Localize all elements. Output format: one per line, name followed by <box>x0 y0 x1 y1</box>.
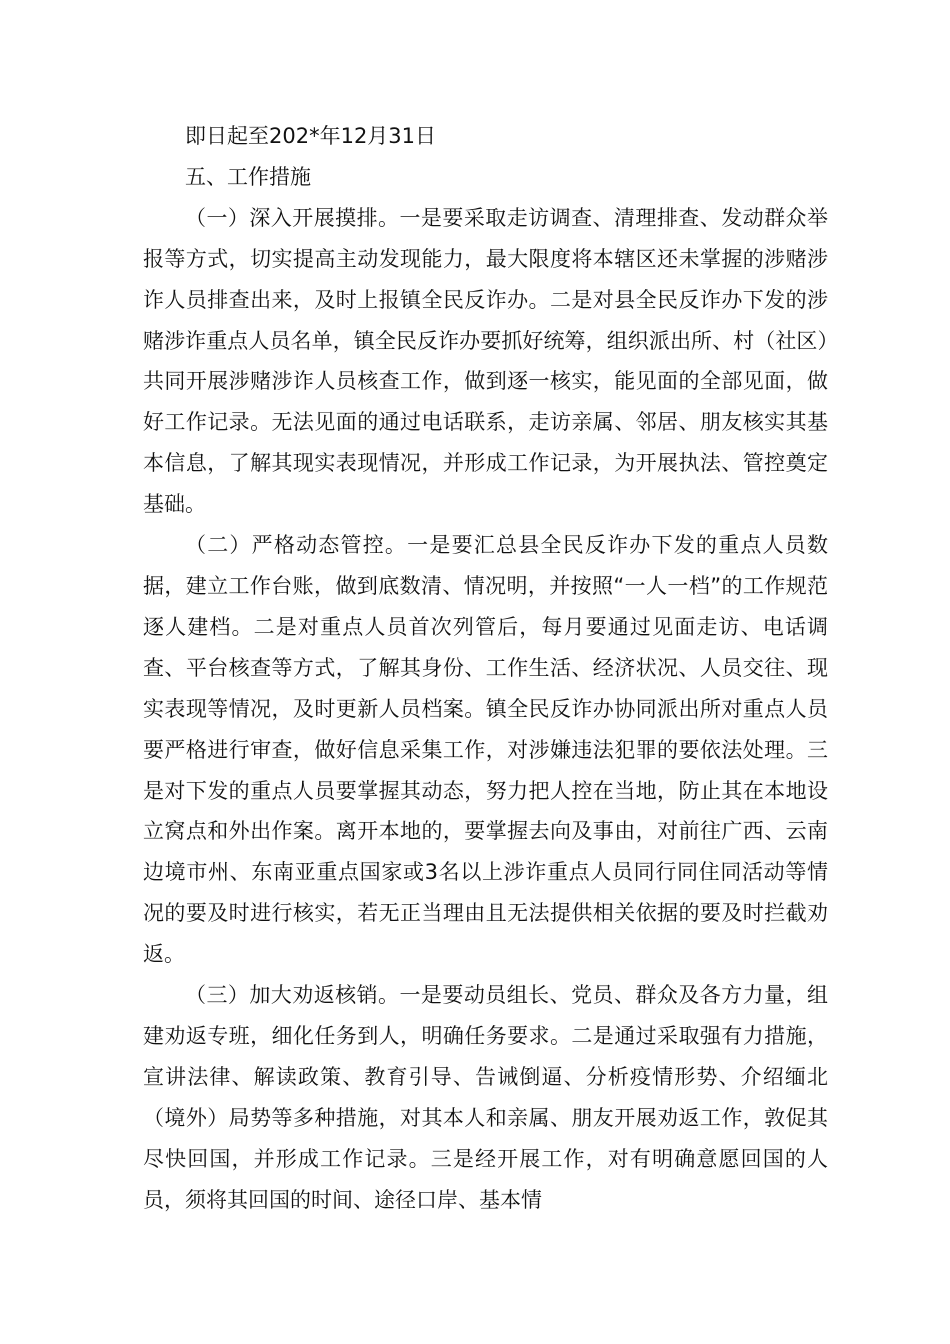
paragraph-date-range: 即日起至202*年12月31日 <box>185 124 437 148</box>
paragraph-persuasion-return: （三）加大劝返核销。一是要动员组长、党员、群众及各方力量，组建劝返专班，细化任务到人，明确任务要求。二是通过采取强有力措施，宣讲法律、解读政策、教育引导、告诫倒逼、分析疫情形势、介绍缅北（境外）局势等多种措施，对其本人和亲属、朋友开展劝返工作，敦促其尽快回国，并形成工作记录。三是经开展工作，对有明确意愿回国的人员，须将其回国的时间、途径口岸、基本情 <box>143 983 828 1212</box>
document-body <box>143 116 828 1220</box>
paragraph-investigation: （一）深入开展摸排。一是要采取走访调查、清理排查、发动群众举报等方式，切实提高主动发现能力，最大限度将本辖区还未掌握的涉赌涉诈人员排查出来，及时上报镇全民反诈办。二是对县全民反诈办下发的涉赌涉诈重点人员名单，镇全民反诈办要抓好统筹，组织派出所、村（社区）共同开展涉赌涉诈人员核查工作，做到逐一核实，能见面的全部见面，做好工作记录。无法见面的通过电话联系，走访亲属、邻居、朋友核实其基本信息，了解其现实表现情况，并形成工作记录，为开展执法、管控奠定基础。 <box>143 205 828 517</box>
section-heading-work-measures: 五、工作措施 <box>185 164 311 189</box>
paragraph-dynamic-control: （二）严格动态管控。一是要汇总县全民反诈办下发的重点人员数据，建立工作台账，做到底数清、情况明，并按照“一人一档”的工作规范逐人建档。二是对重点人员首次列管后，每月要通过见面走访、电话调查、平台核查等方式，了解其身份、工作生活、经济状况、人员交往、现实表现等情况，及时更新人员档案。镇全民反诈办协同派出所对重点人员要严格进行审查，做好信息采集工作，对涉嫌违法犯罪的要依法处理。三是对下发的重点人员要掌握其动态，努力把人控在当地，防止其在本地设立窝点和外出作案。离开本地的，要掌握去向及事由，对前往广西、云南边境市州、东南亚重点国家或3名以上涉诈重点人员同行同住同活动等情况的要及时进行核实，若无正当理由且无法提供相关依据的要及时拦截劝返。 <box>143 533 828 967</box>
